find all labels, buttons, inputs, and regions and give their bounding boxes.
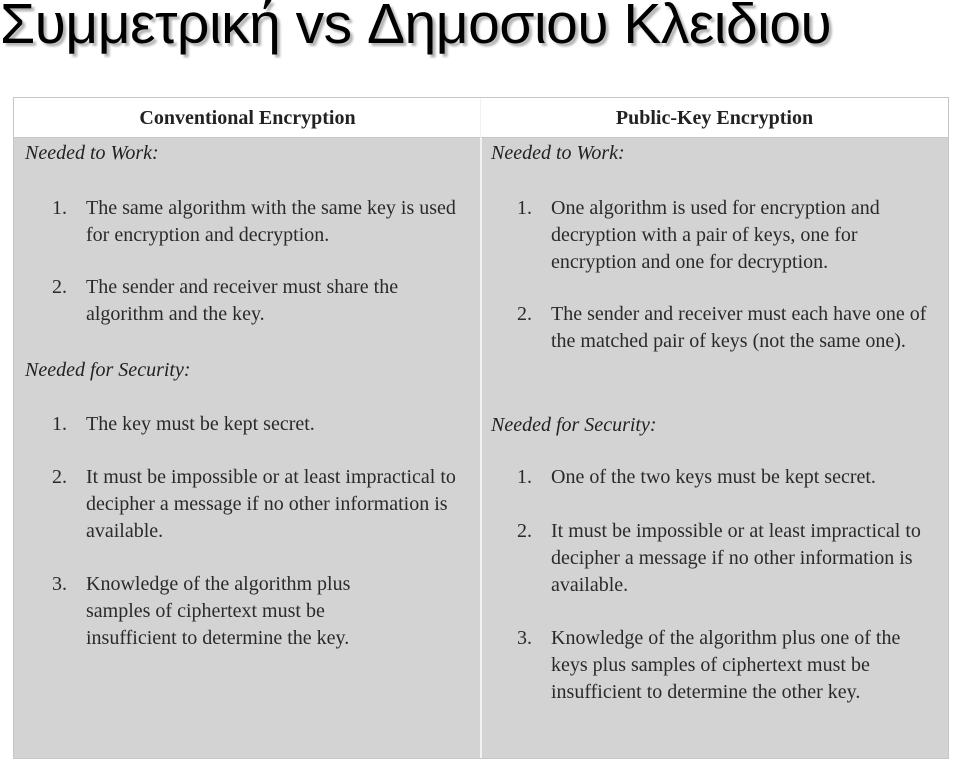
item-number: 3. xyxy=(517,627,532,649)
public-key-needed-to-work-label: Needed to Work: xyxy=(491,142,625,164)
item-text: Knowledge of the algorithm plus one of the keys plus samples of ciphertext must be insufficient to determine the other key. xyxy=(551,627,901,703)
item-number: 1. xyxy=(52,413,67,435)
public-key-needed-for-security-label: Needed for Security: xyxy=(491,414,657,436)
item-text: One algorithm is used for encryption and decryption with a pair of keys, one for encryption and one for decryption. xyxy=(551,197,880,273)
item-number: 2. xyxy=(517,303,532,325)
item-text: The same algorithm with the same key is used for encryption and decryption. xyxy=(86,197,456,246)
comparison-table xyxy=(13,97,949,759)
item-text: It must be impossible or at least impractical to decipher a message if no other information is available. xyxy=(86,466,456,542)
public-key-column xyxy=(481,98,948,758)
conventional-needed-to-work-label: Needed to Work: xyxy=(25,142,159,164)
item-text: The sender and receiver must share the algorithm and the key. xyxy=(86,276,399,325)
conventional-header: Conventional Encryption xyxy=(14,98,481,138)
item-number: 3. xyxy=(52,573,67,595)
item-number: 1. xyxy=(517,466,532,488)
item-text: The key must be kept secret. xyxy=(86,413,315,435)
item-text: It must be impossible or at least impractical to decipher a message if no other information is available. xyxy=(551,520,921,596)
item-text: One of the two keys must be kept secret. xyxy=(551,466,876,488)
item-text: The sender and receiver must each have one of the matched pair of keys (not the same one). xyxy=(551,303,927,352)
item-number: 2. xyxy=(52,276,67,298)
item-number: 2. xyxy=(52,466,67,488)
slide-title: Συμμετρική vs Δημοσιου Κλειδιου xyxy=(0,0,832,56)
item-number: 1. xyxy=(52,197,67,219)
conventional-column xyxy=(14,98,481,758)
item-number: 2. xyxy=(517,520,532,542)
conventional-needed-for-security-label: Needed for Security: xyxy=(25,359,191,381)
item-text: Knowledge of the algorithm plus samples of ciphertext must be insufficient to determine the key. xyxy=(86,573,351,649)
public-key-header: Public-Key Encryption xyxy=(481,98,948,138)
item-number: 1. xyxy=(517,197,532,219)
